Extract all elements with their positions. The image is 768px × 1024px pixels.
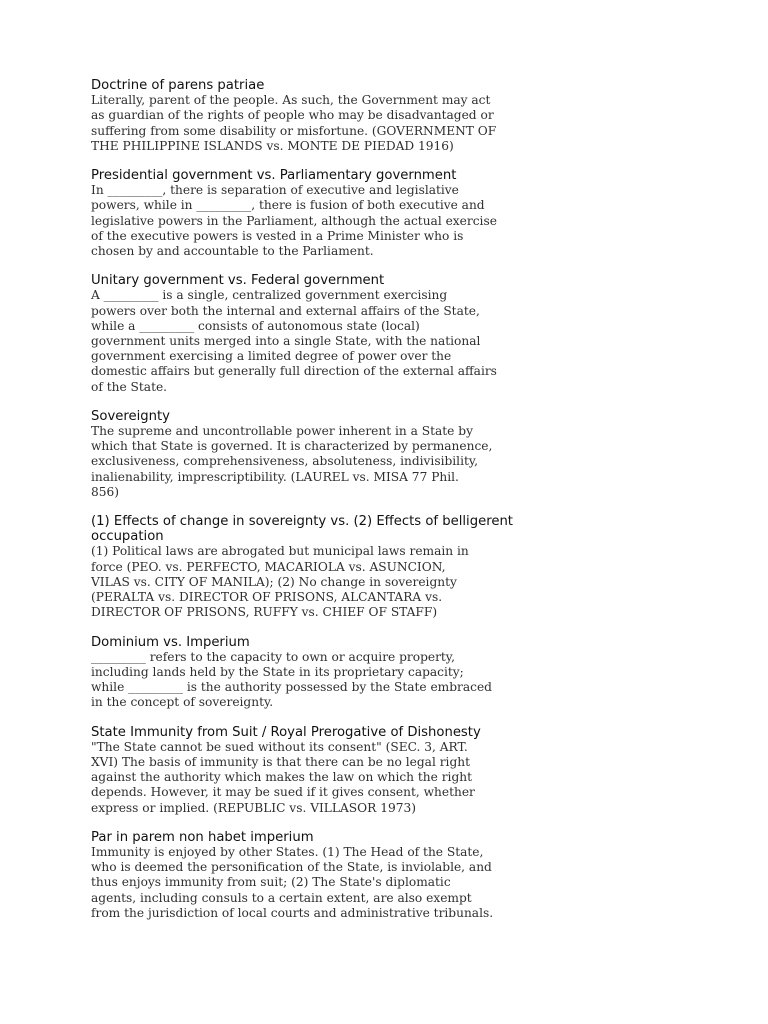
section-title: Par in parem non habet imperium <box>91 829 314 845</box>
section-body: In _________, there is separation of executive and legislative powers, while in _________, there is fusion of both executive and legislative powers in the Parliament, although the actual exercise of the executive powers is vested in a Prime Minister who is chosen by and accountable to the Parliament. <box>91 183 497 259</box>
section-body: (1) Political laws are abrogated but municipal laws remain in force (PEO. vs. PERFECTO, MACARIOLA vs. ASUNCION, VILAS vs. CITY OF MANILA); (2) No change in sovereignty (PERALTA vs. DIRECTOR OF PRISONS, ALCANTARA vs. DIRECTOR OF PRISONS, RUFFY vs. CHIEF OF STAFF) <box>91 544 469 620</box>
section-body: The supreme and uncontrollable power inherent in a State by which that State is governed. It is characterized by permanence, exclusiveness, comprehensiveness, absoluteness, indivisibility, inalienability, imprescriptibility. (LAUREL vs. MISA 77 Phil. 856) <box>91 424 493 499</box>
section-title: Doctrine of parens patriae <box>91 78 265 93</box>
section-presidential-vs-parliamentary <box>91 168 531 259</box>
section-state-immunity <box>91 725 531 816</box>
section-dominium-vs-imperium <box>91 635 531 711</box>
section-title: Dominium vs. Imperium <box>91 634 250 650</box>
section-par-in-parem <box>91 830 531 921</box>
section-body: Literally, parent of the people. As such, the Government may act as guardian of the rights of people who may be disadvantaged or suffering from some disability or misfortune. (GOVERNMENT OF THE PHILIPPINE ISLANDS vs. MONTE DE PIEDAD 1916) <box>91 93 497 153</box>
section-sovereignty <box>91 409 531 500</box>
section-parens-patriae <box>91 78 531 154</box>
document-page <box>91 78 531 921</box>
section-body: "The State cannot be sued without its consent" (SEC. 3, ART. XVI) The basis of immunity is that there can be no legal right against the authority which makes the law on which the right depends. However, it may be sued if it gives consent, whether express or implied. (REPUBLIC vs. VILLASOR 1973) <box>91 739 475 815</box>
section-title: (1) Effects of change in sovereignty vs. (2) Effects of belligerent occupation <box>91 514 513 545</box>
section-title: Presidential government vs. Parliamentary government <box>91 168 457 184</box>
section-body: A _________ is a single, centralized government exercising powers over both the internal and external affairs of the State, while a _________ consists of autonomous state (local) government units merged into a single State, with the national government exercising a limited degree of power over the domestic affairs but generally full direction of the external affairs of the State. <box>91 288 497 394</box>
section-title: Sovereignty <box>91 408 170 424</box>
section-body: _________ refers to the capacity to own or acquire property, including lands held by the State in its proprietary capacity; while _________ is the authority possessed by the State embraced in the concept of sovereignty. <box>91 649 492 710</box>
section-title: Unitary government vs. Federal government <box>91 273 385 289</box>
section-effects-change-sovereignty <box>91 514 531 620</box>
section-unitary-vs-federal <box>91 273 531 395</box>
section-body: Immunity is enjoyed by other States. (1) The Head of the State, who is deemed the personification of the State, is inviolable, and thus enjoys immunity from suit; (2) The State's diplomatic agents, including consuls to a certain extent, are also exempt from the jurisdiction of local courts and administrative tribunals. <box>91 844 494 920</box>
section-title: State Immunity from Suit / Royal Prerogative of Dishonesty <box>91 724 481 740</box>
